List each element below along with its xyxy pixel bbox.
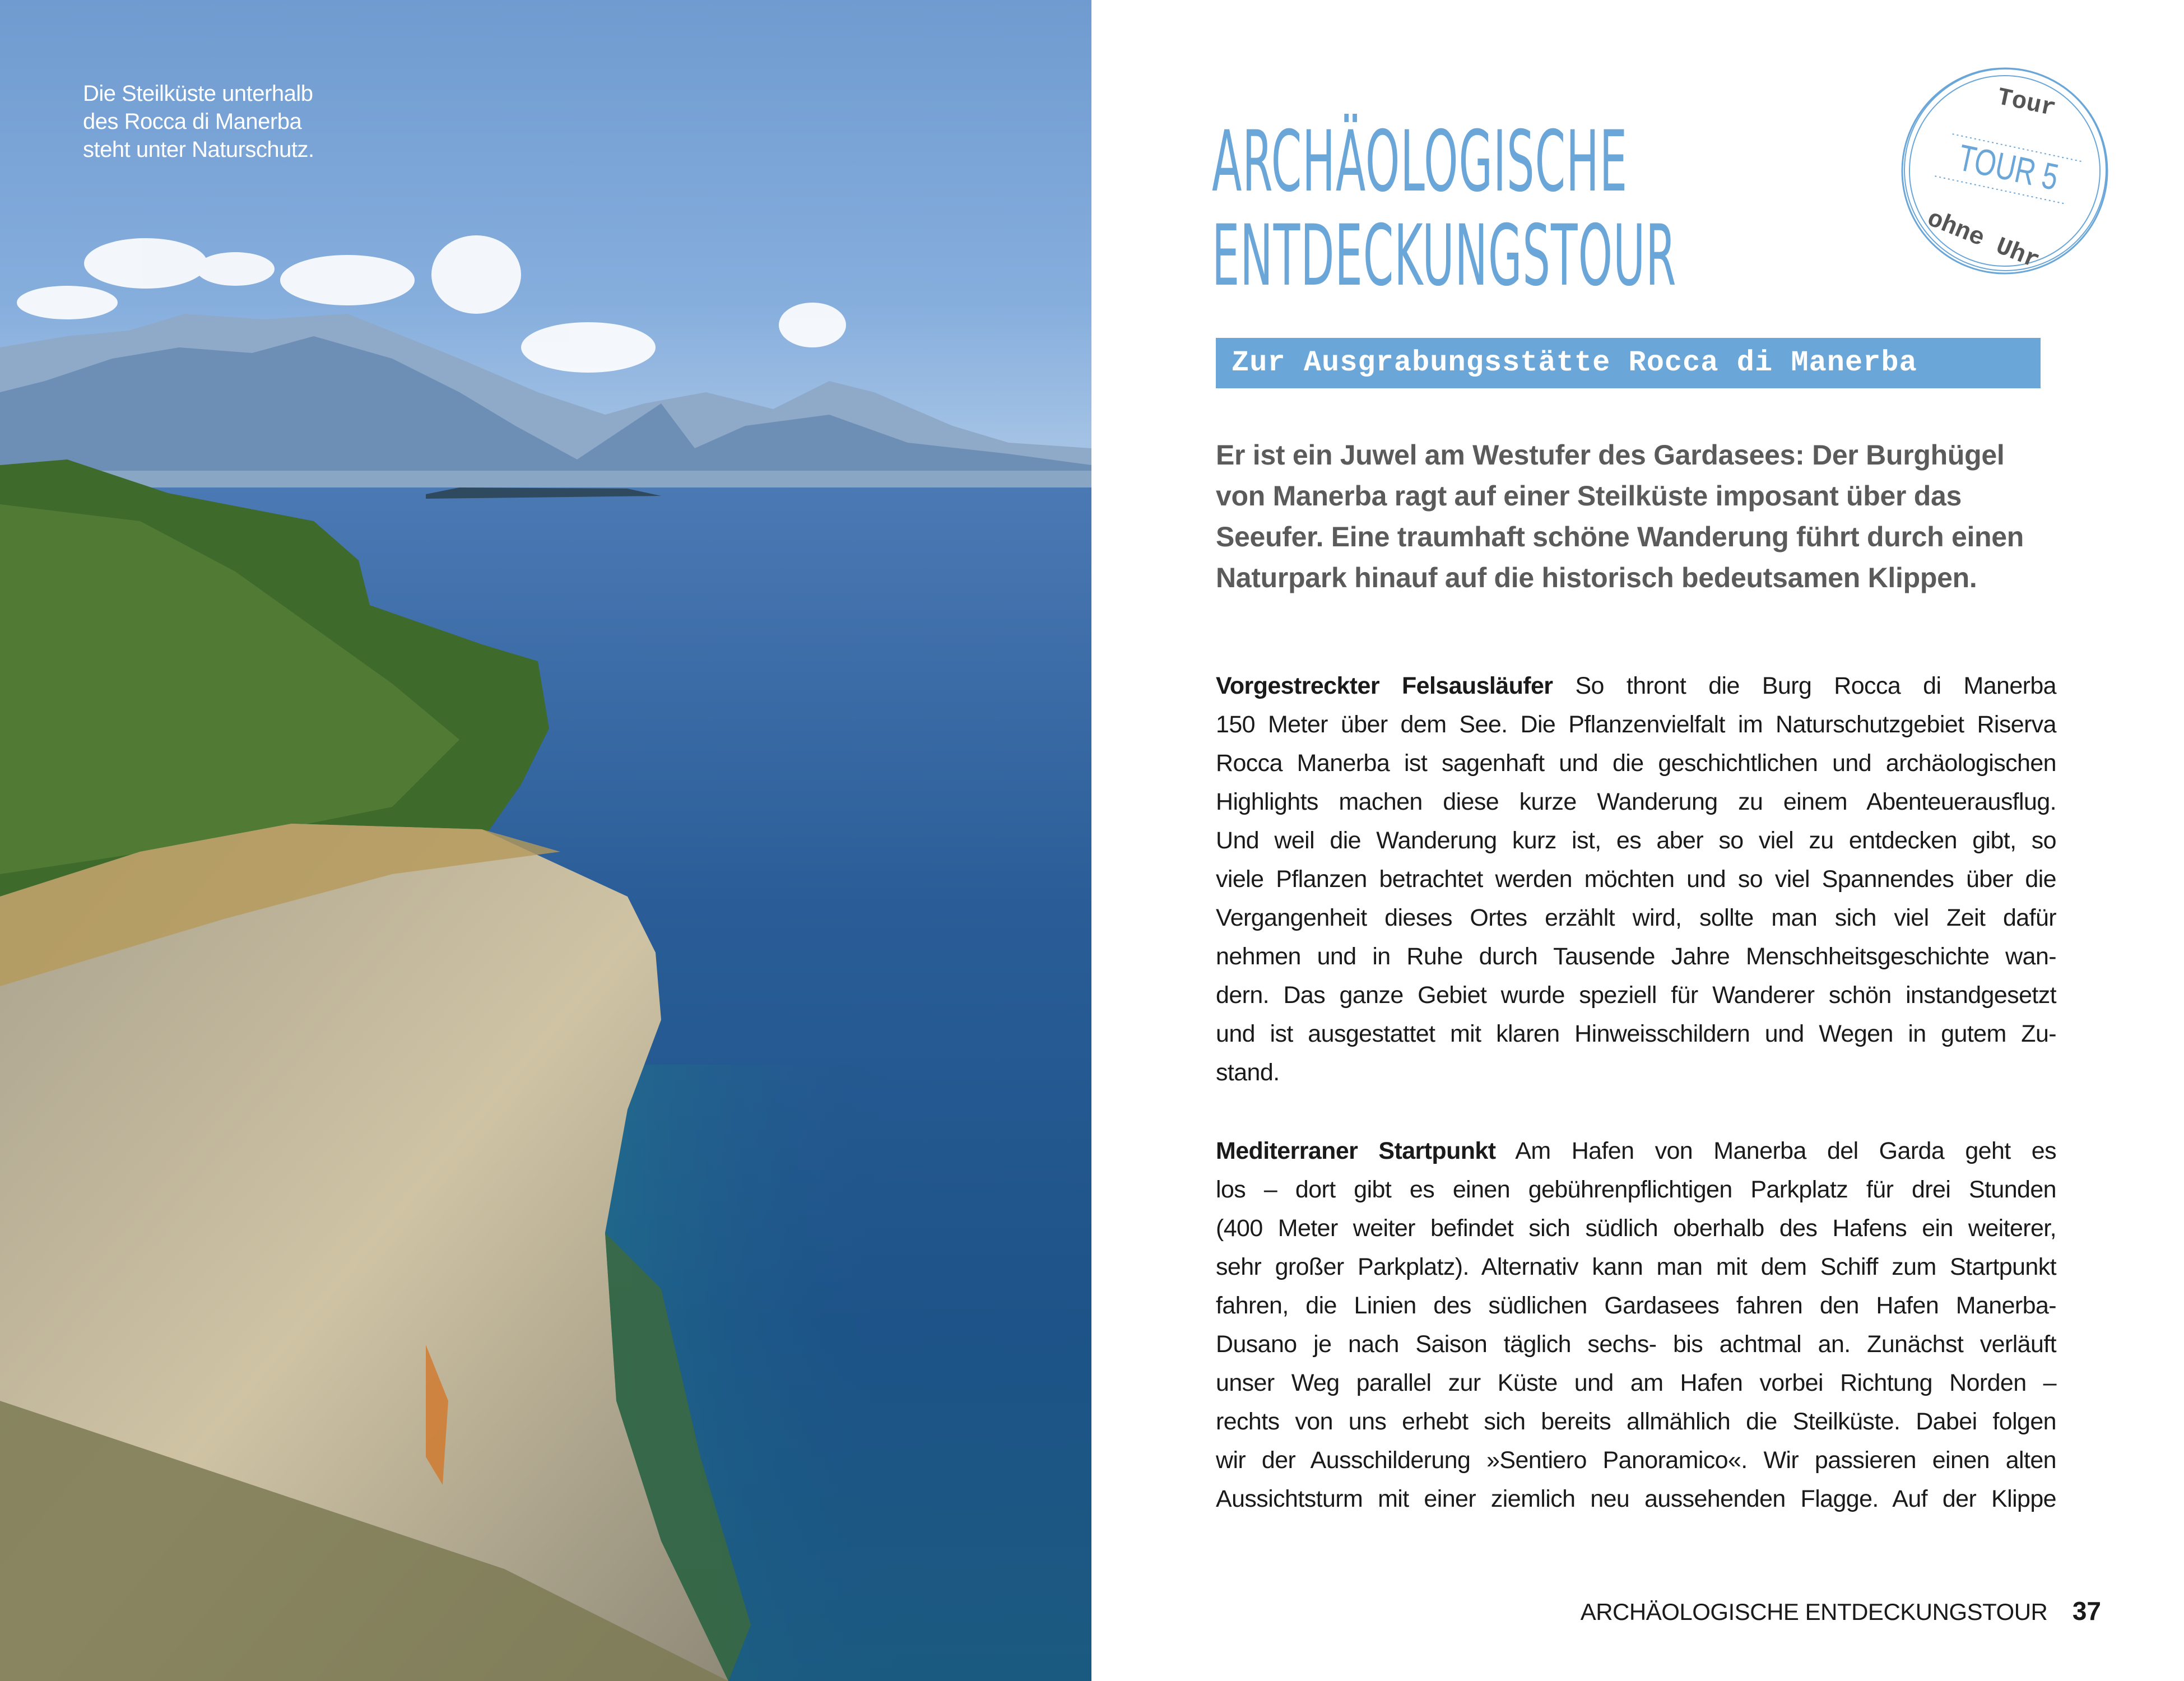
- page-number: 37: [2072, 1596, 2101, 1626]
- photo-caption: [83, 80, 397, 164]
- body-line: los – dort gibt es einen gebührenpflichtigen Parkplatz für drei Stunden: [1216, 1176, 2056, 1203]
- section-text: Am Hafen von Manerba del Garda geht es: [1515, 1137, 2057, 1164]
- body-line: Dusano je nach Saison täglich sechs- bis achtmal an. Zunächst verläuft: [1216, 1331, 2056, 1358]
- intro-line: Er ist ein Juwel am Westufer des Gardasees: Der Burghügel: [1216, 439, 2005, 471]
- stamp-bottom-text: ohne Uhr: [1923, 205, 2043, 276]
- body-line: Rocca Manerba ist sagenhaft und die geschichtlichen und archäologischen: [1216, 750, 2056, 777]
- body-line: und ist ausgestattet mit klaren Hinweisschildern und Wegen in gutem Zu-: [1216, 1020, 2056, 1047]
- section-first-line: [1216, 667, 2056, 705]
- body-line: Vergangenheit dieses Ortes erzählt wird, sollte man sich viel Zeit dafür: [1216, 904, 2056, 931]
- body-line: wir der Ausschilderung »Sentiero Panoramico«. Wir passieren einen alten: [1216, 1447, 2056, 1474]
- tour-stamp-badge: [1898, 56, 2111, 280]
- caption-line: steht unter Naturschutz.: [83, 137, 314, 162]
- stamp-top-text: Tour: [1994, 83, 2058, 123]
- intro-line: Seeufer. Eine traumhaft schöne Wanderung führt durch einen: [1216, 521, 2024, 552]
- lake-garda-cliff-photo: [0, 0, 1091, 1681]
- page-footer: [1581, 1596, 2101, 1626]
- body-line: stand.: [1216, 1059, 1280, 1086]
- body-line: Und weil die Wanderung kurz ist, es aber so viel zu entdecken gibt, so: [1216, 827, 2056, 854]
- stamp-center-text: TOUR 5: [1954, 136, 2095, 205]
- intro-paragraph: [1216, 435, 2067, 598]
- subtitle-banner: Zur Ausgrabungsstätte Rocca di Manerba: [1216, 338, 2041, 388]
- intro-line: Naturpark hinauf auf die historisch bedeutsamen Klippen.: [1216, 562, 1977, 593]
- body-line: fahren, die Linien des südlichen Gardasees fahren den Hafen Manerba-: [1216, 1292, 2056, 1319]
- body-line: Aussichtsturm mit einer ziemlich neu aussehenden Flagge. Auf der Klippe: [1216, 1485, 2056, 1512]
- body-line: 150 Meter über dem See. Die Pflanzenvielfalt im Naturschutzgebiet Riserva: [1216, 711, 2056, 738]
- body-line: Highlights machen diese kurze Wanderung zu einem Abenteuerausflug.: [1216, 788, 2056, 815]
- page-title: [1212, 115, 1676, 303]
- body-line: (400 Meter weiter befindet sich südlich oberhalb des Hafens ein weiterer,: [1216, 1215, 2056, 1242]
- section-first-line: [1216, 1132, 2056, 1171]
- text-page: [1091, 0, 2184, 1681]
- body-line: nehmen und in Ruhe durch Tausende Jahre Menschheitsgeschichte wan-: [1216, 943, 2056, 970]
- body-line: dern. Das ganze Gebiet wurde speziell für Wanderer schön instandgesetzt: [1216, 982, 2056, 1009]
- running-title: ARCHÄOLOGISCHE ENTDECKUNGSTOUR: [1580, 1599, 2048, 1625]
- section-heading: Mediterraner Startpunkt: [1216, 1137, 1496, 1164]
- section-heading: Vorgestreckter Felsausläufer: [1216, 672, 1553, 699]
- section-text: So thront die Burg Rocca di Manerba: [1575, 672, 2056, 699]
- title-line-2: ENTDECKUNGSTOUR: [1212, 207, 1677, 305]
- caption-line: Die Steilküste unterhalb: [83, 81, 313, 106]
- caption-line: des Rocca di Manerba: [83, 109, 302, 134]
- section-felsauslaeufer: [1216, 667, 2056, 1092]
- title-line-1: ARCHÄOLOGISCHE: [1212, 113, 1628, 211]
- tour-stamp: [1898, 56, 2111, 280]
- body-line: sehr großer Parkplatz). Alternativ kann man mit dem Schiff zum Startpunkt: [1216, 1253, 2056, 1280]
- body-line: unser Weg parallel zur Küste und am Hafen vorbei Richtung Norden –: [1216, 1369, 2056, 1396]
- section-startpunkt: [1216, 1132, 2056, 1519]
- landscape-illustration: [0, 0, 1091, 1681]
- body-line: viele Pflanzen betrachtet werden möchten und so viel Spannendes über die: [1216, 866, 2056, 893]
- body-line: rechts von uns erhebt sich bereits allmählich die Steilküste. Dabei folgen: [1216, 1408, 2056, 1435]
- intro-line: von Manerba ragt auf einer Steilküste imposant über das: [1216, 480, 1962, 512]
